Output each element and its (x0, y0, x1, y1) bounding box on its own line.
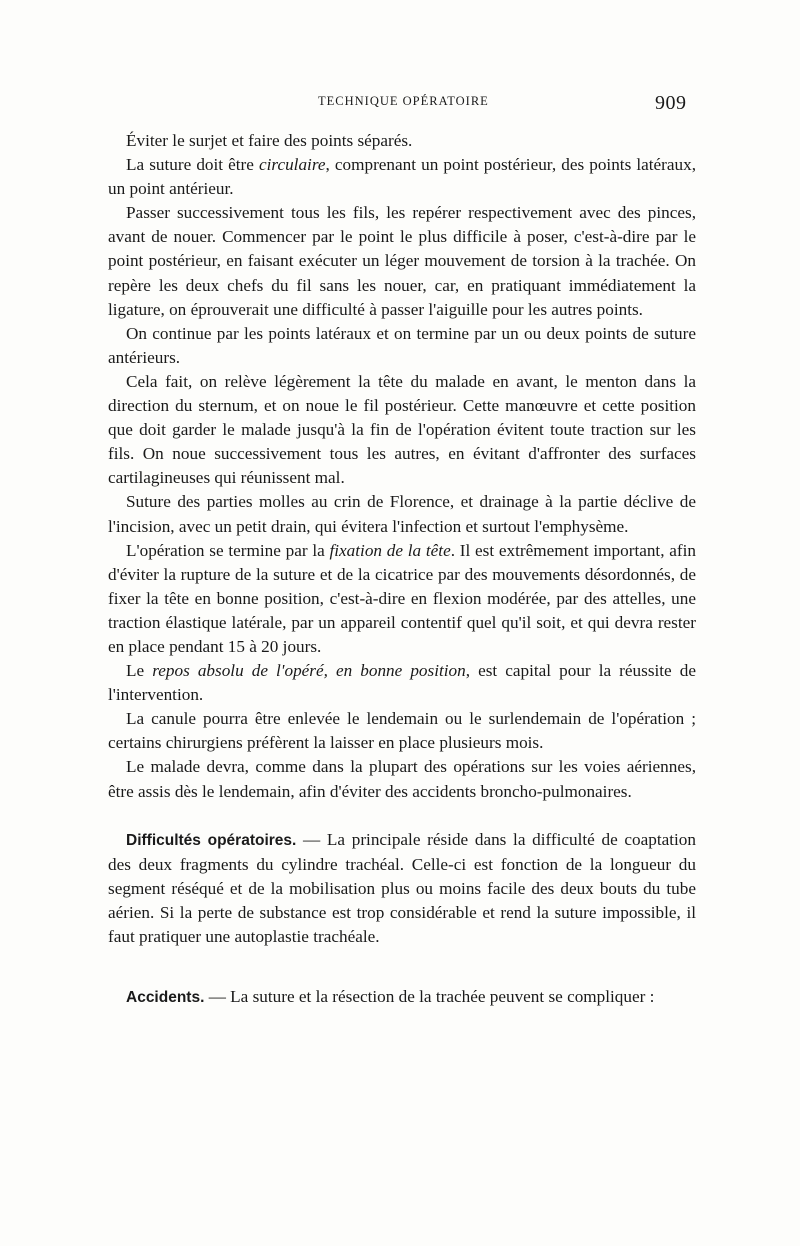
running-title: TECHNIQUE OPÉRATOIRE (318, 94, 489, 108)
italic-run: fixation de la tête (329, 540, 451, 560)
text-run: La suture doit être (126, 155, 259, 175)
section-heading: Accidents. (126, 989, 205, 1007)
paragraph: Éviter le surjet et faire des points séparés. (126, 131, 413, 150)
section-text: — La principale réside dans la difficulté de coaptation des deux fragments du cylindre trachéal. Celle-ci est fonction de la longueur du segment réséqué et de la mobilisation plus ou moins facile des deux bouts du tube aérien. Si la perte de substance est trop considérable et rend la suture impossible, il faut pratiquer une autoplastie trachéale. (108, 829, 696, 946)
text-run: L'opération se termine par la (126, 540, 330, 560)
paragraph: Suture des parties molles au crin de Florence, et drainage à la partie déclive de l'incision, avec un petit drain, qui évitera l'infection et surtout l'emphysème. (108, 492, 696, 536)
section-accidents (108, 985, 696, 1010)
paragraph (108, 539, 696, 659)
section-text: — La suture et la résection de la trachée peuvent se compliquer : (204, 987, 655, 1007)
paragraph (108, 153, 696, 201)
body-text (108, 129, 696, 1010)
italic-run: circulaire (259, 155, 326, 175)
paragraph: On continue par les points latéraux et on termine par un ou deux points de suture antérieurs. (108, 323, 696, 367)
text-run: Le (126, 661, 153, 681)
paragraph: La canule pourra être enlevée le lendemain ou le surlendemain de l'opération ; certains chirurgiens préfèrent la laisser en place plusieurs mois. (108, 709, 696, 753)
text-run: . Il est extrêmement important, afin d'éviter la rupture de la suture et de la cicatrice par des mouvements désordonnés, de fixer la tête en bonne position, c'est-à-dire en flexion modérée, par des attelles, une traction élastique latérale, par un appareil contentif quel qu'il soit, et qui devra rester en place pendant 15 à 20 jours. (108, 540, 696, 656)
paragraph: Passer successivement tous les fils, les repérer respectivement avec des pinces, avant de nouer. Commencer par le point le plus difficile à poser, c'est-à-dire par le point postérieur, en faisant exécuter un léger mouvement de torsion à la trachée. On repère les deux chefs du fil sans les nouer, car, en pratiquant immédiatement la ligature, on éprouverait une difficulté à passer l'aiguille pour les autres points. (108, 203, 696, 319)
paragraph: Le malade devra, comme dans la plupart des opérations sur les voies aériennes, être assis dès le lendemain, afin d'éviter des accidents broncho-pulmonaires. (108, 757, 696, 801)
text-run: , est capital pour la réussite de l'intervention. (108, 661, 696, 705)
paragraph (108, 659, 696, 707)
paragraph: Cela fait, on relève légèrement la tête du malade en avant, le menton dans la direction du sternum, et on noue le fil postérieur. Cette manœuvre et cette position que doit garder le malade jusqu'à la fin de l'opération évitent toute traction sur les fils. On noue successivement tous les autres, en évitant d'affronter des surfaces cartilagineuses qui réunissent mal. (108, 371, 696, 488)
italic-run: repos absolu de l'opéré, en bonne position (152, 661, 466, 681)
section-difficultes (108, 828, 696, 949)
section-heading: Difficultés opératoires. (126, 831, 297, 849)
text-run: , comprenant un point postérieur, des points latéraux, un point antérieur. (108, 155, 696, 199)
page-number: 909 (655, 92, 687, 114)
running-head (0, 92, 800, 116)
